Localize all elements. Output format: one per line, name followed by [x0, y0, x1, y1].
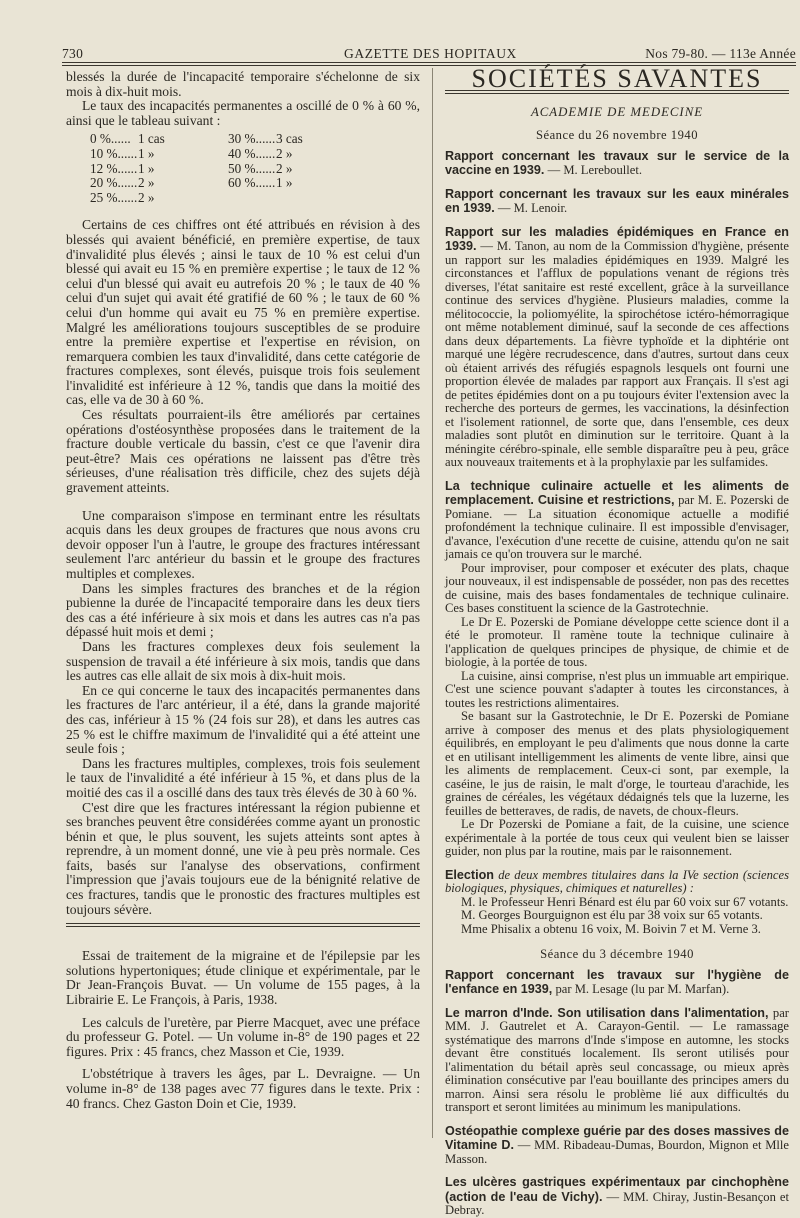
paragraph: M. Georges Bourguignon est élu par 38 voix sur 65 votants.	[461, 908, 763, 922]
table-cell: 2 »	[276, 145, 293, 161]
paragraph: Une comparaison s'impose en terminant entre les résultats acquis dans les deux groupes de fractures que nous avons cru devoir opposer l'un à l'autre, le groupe des fractures intéressant seulement l'arc antérieur du bassin et le groupe des fractures multiples et complexes.	[66, 507, 420, 581]
report-title: Ostéopathie complexe guérie par des doses massives de Vitamine D.	[445, 1123, 789, 1152]
table-cell: 1 »	[138, 160, 155, 176]
paragraph: Pour improviser, pour composer et exécuter des plats, chaque jour nouveaux, il est indispensable de posséder, non pas des recettes de cuisine, mais des bases fondamentales de technique culinaire. Ces bases constituent la science de la Gastrotechnie.	[445, 560, 789, 615]
table-cell: 12 %......	[90, 160, 138, 176]
invalidity-table	[90, 132, 420, 205]
table-cell: 20 %......	[90, 175, 138, 191]
report-text: par M. E. Pozerski de Pomiane. — La situation économique actuelle a modifié profondément la technique culinaire. Il est impossible d'envisager, d'avance, l'exécution d'une recette de cuisine, attendu qu'on ne sait jamais ce qu'on trouvera sur le marché.	[445, 493, 789, 561]
table-cell: 40 %......	[228, 145, 276, 161]
paragraph: Ces résultats pourraient-ils être améliorés par certaines opérations d'ostéosynthèse proposées dans le traitement de la fracture double verticale du bassin, c'est ce que l'avenir dira peut-être? Mais ces opérations ne laissent pas d'être très sérieuses, d'une réalisation très difficile, chez des sujets déjà gravement atteints.	[66, 407, 420, 496]
page-number: 730	[62, 46, 84, 61]
left-column	[66, 70, 420, 1111]
table-cell: 0 %......	[90, 131, 131, 147]
table-cell: 3 cas	[276, 131, 303, 147]
journal-title: GAZETTE DES HOPITAUX	[344, 46, 517, 61]
table-cell: 50 %......	[228, 160, 276, 176]
report-title: Election	[445, 867, 494, 882]
report-title: Rapport concernant les travaux sur le service de la vaccine en 1939.	[445, 148, 789, 177]
academy-heading: ACADEMIE DE MEDECINE	[530, 104, 704, 119]
report-title: Les ulcères gastriques expérimentaux par cinchophène (action de l'eau de Vichy).	[445, 1175, 789, 1204]
paragraph: Le taux des incapacités permanentes a oscillé de 0 % à 60 %, ainsi que le tableau suivant :	[66, 98, 420, 128]
paragraph: En ce qui concerne le taux des incapacités permanentes dans les fractures de l'arc antérieur, il a été, dans la grande majorité des cas, inférieur à 15 % (24 fois sur 28), et dans les autres cas 25 % est le chiffre maximum de l'invalidité qui a été atteint une seule fois ;	[66, 682, 420, 757]
table-cell: 2 »	[138, 189, 155, 205]
report-text: par MM. J. Gautrelet et A. Carayon-Gentil. — Le ramassage systématique des marrons d'Inde s'impose en automne, les stocks devant être constitués localement. Ils seront utilisés pour l'alimentation du bétail après seul concassage, ou mieux après élimination consécutive par l'eau bouillante des principes amers du marron. Ainsi sera résolu le problème lié aux difficultés du transport et seront limitées au minimum les manipulations.	[445, 1005, 789, 1114]
book-notice: Essai de traitement de la migraine et de l'épilepsie par les solutions hypertoniques; étude clinique et expérimentale, par le Dr Jean-François Buvat. — Un volume de 155 pages, à la Librairie E. Le François, à Paris, 1938.	[66, 948, 420, 1008]
report-title: Rapport concernant les travaux sur l'hygiène de l'enfance en 1939,	[445, 967, 789, 996]
report-author: par M. Lesage (lu par M. Marfan).	[552, 982, 730, 996]
column-separator	[432, 68, 433, 1138]
report-text: — M. Tanon, au nom de la Commission d'hygiène, présente un rapport sur les maladies épidémiques en 1939. Malgré les circonstances et l'afflux de populations venant de régions très diverses, l'état sanitaire est resté excellent, grâce à la surveillance continue des services d'hygiène. Plusieurs maladies, comme la mélitococcie, la poliomyélite, la spirochétose ictéro-hémorragique ont même notablement diminué, sauf la seconde de ces affections dans deux départements. La fièvre typhoïde et la diphtérie ont marqué une légère recrudescence, dans d'autres, surtout dans ceux où étaient arrivés des réfugiés espagnols lesquels ont fourni une proportion élevée de malades par rapport aux Français. Il s'est agi de petites épidémies dont on a pu toujours éviter l'extension avec la recherche des porteurs de germes, les vaccinations, la désinfection et l'isolement rationnel, de sorte que, dans l'ensemble, ces deux maladies sont plutôt en diminution sur le territoire. Quant à la méningite cérébro-spinale, elle semble disparaître peu à peu, grâce aux nouveaux traitements et à la prophylaxie par les sulfamides.	[445, 239, 789, 469]
table-cell: 30 %......	[228, 131, 276, 147]
paragraph: M. le Professeur Henri Bénard est élu par 60 voix sur 67 votants.	[461, 894, 789, 909]
report-text: de deux membres titulaires dans la IVe section (sciences biologiques, physiques, chimiques et naturelles) :	[445, 867, 789, 895]
report-title: Rapport concernant les travaux sur les eaux minérales en 1939.	[445, 186, 789, 215]
paragraph: Dans les fractures multiples, complexes, trois fois seulement le taux de l'invalidité a été inférieur à 15 %, et dans plus de la moitié des cas il a oscillé dans des taux très élevés de 30 à 60 %.	[66, 755, 420, 800]
table-cell: 1 cas	[138, 131, 165, 147]
session-heading: Séance du 3 décembre 1940	[540, 947, 694, 961]
right-column	[445, 64, 790, 1218]
paragraph: Certains de ces chiffres ont été attribués en révision à des blessés qui avaient bénéficié, en première expertise, de taux d'invalidité plus élevés ; ainsi le taux de 10 % est celui d'un blessé qui avait eu 15 % en première expertise ; le taux de 12 % celui d'un blessé qui avait eu autrefois 20 % ; le taux de 40 % celui d'un sujet qui avait été gratifié de 60 % ; le taux de 60 % celui d'un homme qui avait eu 75 % en première expertise. Malgré les améliorations toujours susceptibles de se produire entre la première expertise et l'expertise en révision, on remarquera combien les taux d'invalidité, dans cette catégorie de fractures complexes, sont élevés, puisque trois fois seulement l'invalidité est inférieure à 12 %, tandis que dans la moitié des cas, elle va de 30 à 60 %.	[66, 217, 420, 408]
paragraph: Mme Phisalix a obtenu 16 voix, M. Boivin 7 et M. Verne 3.	[461, 921, 761, 936]
paragraph: Dans les simples fractures des branches et de la région pubienne la durée de l'incapacité temporaire dans les deux tiers des cas a été inférieure à six mois et dans les autres cas n'a pas dépassé huit mois et demi ;	[66, 580, 420, 640]
session-heading: Séance du 26 novembre 1940	[536, 128, 698, 142]
paragraph: C'est dire que les fractures intéressant la région pubienne et ses branches peuvent être considérées comme ayant un pronostic bénin et que, le plus souvent, les sujets atteints sont aptes à reprendre, à un moment donné, une vie à peu près normale. Ces faits, basés sur l'analyse des observations, confirment l'impression que j'avais toujours eue de la bénignité relative de ces fractures, tandis que le pronostic des fractures multiples est toujours sévère.	[66, 799, 420, 917]
paragraph: Se basant sur la Gastrotechnie, le Dr E. Pozerski de Pomiane arrive à composer des menus et des plats physiologiquement équilibrés, en employant le peu d'aliments que nous donne la carte et en utilisant intelligemment les aliments de vente libre, ainsi que les aliments de remplacement. Ceux-ci sont, par exemple, la caséine, le jus de raisin, le malt d'orge, le tourteau d'arachide, les graines de céréales, les végétaux dédaignés tels que la luzerne, les feuilles de betteraves, de radis, de navets, de choux-fleurs.	[445, 709, 789, 818]
report-author: — MM. Ribadeau-Dumas, Bourdon, Mignon et Mlle Masson.	[445, 1138, 789, 1166]
report-title: Rapport sur les maladies épidémiques en France en 1939.	[445, 224, 789, 253]
table-cell: 25 %......	[90, 189, 138, 205]
report-author: — M. Lereboullet.	[544, 163, 642, 177]
table-cell: 2 »	[138, 175, 155, 191]
report-title: Le marron d'Inde. Son utilisation dans l'alimentation,	[445, 1005, 769, 1020]
book-notice: L'obstétrique à travers les âges, par L. Devraigne. — Un volume in-8° de 138 pages avec 77 figures dans le texte. Prix : 40 francs. Chez Gaston Doin et Cie, 1939.	[66, 1066, 420, 1111]
table-cell: 1 »	[276, 175, 293, 191]
issue-number: Nos 79-80. — 113e Année	[645, 46, 796, 61]
table-cell: 10 %......	[90, 145, 138, 161]
report-title: La technique culinaire actuelle et les aliments de remplacement. Cuisine et restrictions,	[445, 478, 789, 507]
paragraph: La cuisine, ainsi comprise, n'est plus un immuable art empirique. C'est une science pouvant s'adapter à toutes les circonstances, à toutes les restrictions alimentaires.	[445, 668, 789, 710]
paragraph: Le Dr Pozerski de Pomiane a fait, de la cuisine, une science expérimentale à la portée de tous ceux qui veulent bien se laisser guider, non plus par la routine, mais par le raisonnement.	[445, 817, 789, 858]
paragraph: Dans les fractures complexes deux fois seulement la suspension de travail a été inférieure à six mois, tandis que dans les autres cas elle allait de six mois à dix-huit mois.	[66, 638, 420, 684]
table-cell	[276, 191, 336, 206]
section-title: SOCIÉTÉS SAVANTES	[471, 64, 763, 93]
report-author: — MM. Chiray, Justin-Besançon et Debray.	[445, 1189, 790, 1217]
header-rule	[62, 62, 796, 63]
report-author: — M. Lenoir.	[494, 201, 568, 215]
table-cell: 1 »	[138, 145, 155, 161]
paragraph: Le Dr E. Pozerski de Pomiane développe cette science dont il a été le promoteur. Il ramène toute la technique culinaire à l'application de quelques principes de physique, de chimie et de biologie, à la portée de tous.	[445, 614, 789, 669]
book-notice: Les calculs de l'uretère, par Pierre Macquet, avec une préface du professeur G. Potel. — Un volume in-8° de 190 pages et 22 figures. Prix : 45 francs, chez Masson et Cie, 1939.	[66, 1014, 420, 1059]
table-cell	[228, 191, 276, 206]
paragraph: blessés la durée de l'incapacité temporaire s'échelonne de six mois à dix-huit mois.	[66, 69, 420, 99]
table-cell: 2 »	[276, 160, 293, 176]
section-rule	[66, 923, 420, 927]
table-cell: 60 %......	[228, 175, 276, 191]
